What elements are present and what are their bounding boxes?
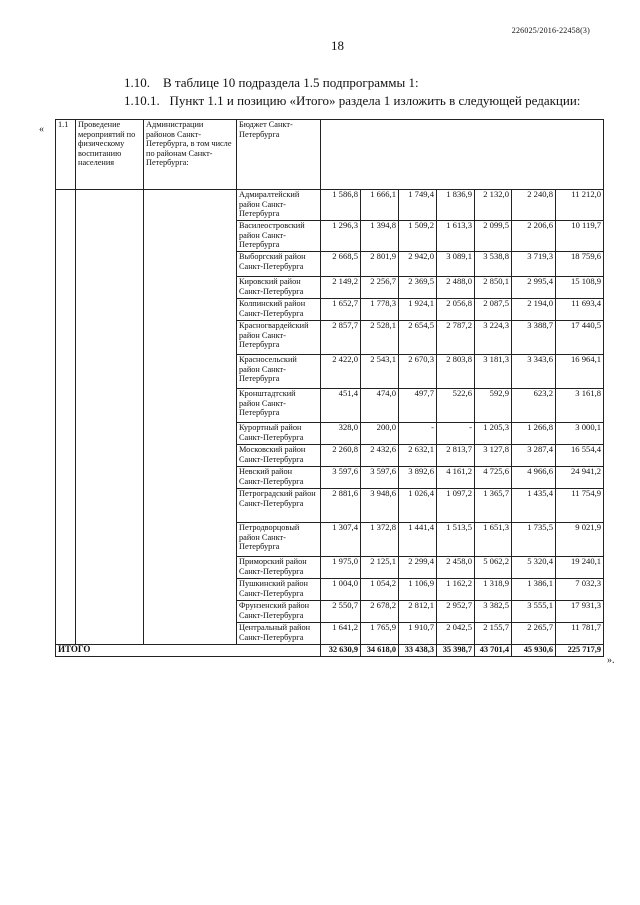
value-cell: 3 287,4 <box>512 445 556 467</box>
value-cell: 11 212,0 <box>556 190 604 221</box>
value-cell: 2 543,1 <box>361 355 399 389</box>
value-cell: 200,0 <box>361 423 399 445</box>
header-row <box>56 120 604 190</box>
total-value: 32 630,9 <box>321 645 361 657</box>
value-cell: 2 432,6 <box>361 445 399 467</box>
value-cell: 11 781,7 <box>556 623 604 645</box>
total-value: 225 717,9 <box>556 645 604 657</box>
value-cell: 592,9 <box>475 389 512 423</box>
value-cell: 2 857,7 <box>321 321 361 355</box>
value-cell: - <box>399 423 437 445</box>
district-name: Приморский район Санкт-Петербурга <box>237 557 321 579</box>
value-cell: 1 509,2 <box>399 221 437 252</box>
value-cell: 2 458,0 <box>437 557 475 579</box>
district-name: Адмиралтейский район Санкт-Петербурга <box>237 190 321 221</box>
value-cell: 3 388,7 <box>512 321 556 355</box>
value-cell: 497,7 <box>399 389 437 423</box>
value-cell: 1 307,4 <box>321 523 361 557</box>
value-cell: 1 106,9 <box>399 579 437 601</box>
value-cell: 1 651,3 <box>475 523 512 557</box>
merged-cell <box>56 190 76 645</box>
value-cell: 2 813,7 <box>437 445 475 467</box>
value-cell: 522,6 <box>437 389 475 423</box>
value-cell: 1 365,7 <box>475 489 512 523</box>
value-cell: 19 240,1 <box>556 557 604 579</box>
value-cell: 1 441,4 <box>399 523 437 557</box>
value-cell: 3 224,3 <box>475 321 512 355</box>
value-cell: 2 850,1 <box>475 277 512 299</box>
total-value: 33 438,3 <box>399 645 437 657</box>
value-cell: 2 812,1 <box>399 601 437 623</box>
value-cell: 2 881,6 <box>321 489 361 523</box>
total-value: 34 618,0 <box>361 645 399 657</box>
value-cell: 1 266,8 <box>512 423 556 445</box>
merged-cell <box>76 190 144 645</box>
value-cell: 2 488,0 <box>437 277 475 299</box>
value-cell: 5 320,4 <box>512 557 556 579</box>
value-cell: 3 343,6 <box>512 355 556 389</box>
value-cell: 2 422,0 <box>321 355 361 389</box>
value-cell: 1 372,8 <box>361 523 399 557</box>
page-number: 18 <box>331 38 344 53</box>
executor-name: Администрации районов Санкт-Петербурга, в том числе по районам Санкт-Петербурга: <box>144 120 237 190</box>
district-name: Невский район Санкт-Петербурга <box>237 467 321 489</box>
value-cell: 1 749,4 <box>399 190 437 221</box>
item-number: 1.1 <box>56 120 76 190</box>
value-cell: 2 299,4 <box>399 557 437 579</box>
value-cell: 1 910,7 <box>399 623 437 645</box>
value-cell: 2 369,5 <box>399 277 437 299</box>
district-name: Кронштадтский район Санкт-Петербурга <box>237 389 321 423</box>
value-cell: - <box>437 423 475 445</box>
value-cell: 2 995,4 <box>512 277 556 299</box>
value-cell: 5 062,2 <box>475 557 512 579</box>
value-cell: 2 668,5 <box>321 252 361 277</box>
value-cell: 1 924,1 <box>399 299 437 321</box>
value-cell: 1 435,4 <box>512 489 556 523</box>
value-cell: 2 056,8 <box>437 299 475 321</box>
value-cell: 2 125,1 <box>361 557 399 579</box>
value-cell: 2 787,2 <box>437 321 475 355</box>
value-cell: 2 260,8 <box>321 445 361 467</box>
value-cell: 16 964,1 <box>556 355 604 389</box>
value-cell: 1 513,5 <box>437 523 475 557</box>
value-cell: 1 054,2 <box>361 579 399 601</box>
value-cell: 1 765,9 <box>361 623 399 645</box>
value-cell: 2 654,5 <box>399 321 437 355</box>
value-cell: 2 678,2 <box>361 601 399 623</box>
value-cell: 2 155,7 <box>475 623 512 645</box>
value-cell: 2 265,7 <box>512 623 556 645</box>
district-name: Пушкинский район Санкт-Петербурга <box>237 579 321 601</box>
activity-name: Проведение мероприятий по физическому воспитанию населения <box>76 120 144 190</box>
value-cell: 11 754,9 <box>556 489 604 523</box>
value-cell: 17 931,3 <box>556 601 604 623</box>
document-id: 226025/2016-22458(3) <box>511 26 590 35</box>
district-name: Колпинский район Санкт-Петербурга <box>237 299 321 321</box>
total-value: 35 398,7 <box>437 645 475 657</box>
total-value: 45 930,6 <box>512 645 556 657</box>
value-cell: 4 725,6 <box>475 467 512 489</box>
value-cell: 2 099,5 <box>475 221 512 252</box>
value-cell: 2 132,0 <box>475 190 512 221</box>
value-cell: 3 089,1 <box>437 252 475 277</box>
empty-values-header <box>321 120 604 190</box>
value-cell: 2 632,1 <box>399 445 437 467</box>
value-cell: 1 652,7 <box>321 299 361 321</box>
value-cell: 4 966,6 <box>512 467 556 489</box>
value-cell: 2 149,2 <box>321 277 361 299</box>
value-cell: 2 194,0 <box>512 299 556 321</box>
total-row <box>56 645 604 657</box>
opening-quote: « <box>39 124 44 135</box>
value-cell: 2 042,5 <box>437 623 475 645</box>
value-cell: 16 554,4 <box>556 445 604 467</box>
district-name: Петроградский район Санкт-Петербурга <box>237 489 321 523</box>
paragraph-1-10-1: 1.10.1. Пункт 1.1 и позицию «Итого» раздела 1 изложить в следующей редакции: <box>124 93 581 108</box>
value-cell: 3 555,1 <box>512 601 556 623</box>
value-cell: 9 021,9 <box>556 523 604 557</box>
budget-source: Бюджет Санкт-Петербурга <box>237 120 321 190</box>
value-cell: 1 205,3 <box>475 423 512 445</box>
district-name: Выборгский район Санкт-Петербурга <box>237 252 321 277</box>
value-cell: 1 666,1 <box>361 190 399 221</box>
value-cell: 1 641,2 <box>321 623 361 645</box>
value-cell: 24 941,2 <box>556 467 604 489</box>
value-cell: 2 528,1 <box>361 321 399 355</box>
value-cell: 2 942,0 <box>399 252 437 277</box>
value-cell: 2 240,8 <box>512 190 556 221</box>
value-cell: 2 801,9 <box>361 252 399 277</box>
district-name: Московский район Санкт-Петербурга <box>237 445 321 467</box>
value-cell: 18 759,6 <box>556 252 604 277</box>
paragraph-1-10: 1.10. В таблице 10 подраздела 1.5 подпрограммы 1: <box>124 75 419 90</box>
value-cell: 1 296,3 <box>321 221 361 252</box>
district-name: Петродворцовый район Санкт-Петербурга <box>237 523 321 557</box>
table-row <box>56 190 604 221</box>
value-cell: 1 586,8 <box>321 190 361 221</box>
value-cell: 2 256,7 <box>361 277 399 299</box>
value-cell: 2 206,6 <box>512 221 556 252</box>
value-cell: 1 318,9 <box>475 579 512 601</box>
district-name: Красносельский район Санкт-Петербурга <box>237 355 321 389</box>
value-cell: 4 161,2 <box>437 467 475 489</box>
value-cell: 17 440,5 <box>556 321 604 355</box>
value-cell: 3 597,6 <box>321 467 361 489</box>
district-name: Фрунзенский район Санкт-Петербурга <box>237 601 321 623</box>
value-cell: 1 613,3 <box>437 221 475 252</box>
value-cell: 2 803,8 <box>437 355 475 389</box>
budget-table <box>55 119 604 657</box>
district-name: Кировский район Санкт-Петербурга <box>237 277 321 299</box>
value-cell: 1 975,0 <box>321 557 361 579</box>
value-cell: 10 119,7 <box>556 221 604 252</box>
district-name: Василеостровский район Санкт-Петербурга <box>237 221 321 252</box>
value-cell: 3 161,8 <box>556 389 604 423</box>
value-cell: 3 127,8 <box>475 445 512 467</box>
value-cell: 328,0 <box>321 423 361 445</box>
value-cell: 1 778,3 <box>361 299 399 321</box>
value-cell: 3 597,6 <box>361 467 399 489</box>
value-cell: 1 162,2 <box>437 579 475 601</box>
total-value: 43 701,4 <box>475 645 512 657</box>
value-cell: 15 108,9 <box>556 277 604 299</box>
value-cell: 1 097,2 <box>437 489 475 523</box>
district-name: Центральный район Санкт-Петербурга <box>237 623 321 645</box>
value-cell: 1 735,5 <box>512 523 556 557</box>
value-cell: 623,2 <box>512 389 556 423</box>
value-cell: 1 004,0 <box>321 579 361 601</box>
value-cell: 2 087,5 <box>475 299 512 321</box>
value-cell: 3 181,3 <box>475 355 512 389</box>
value-cell: 2 670,3 <box>399 355 437 389</box>
value-cell: 451,4 <box>321 389 361 423</box>
value-cell: 3 538,8 <box>475 252 512 277</box>
closing-quote: ». <box>607 655 615 666</box>
value-cell: 2 952,7 <box>437 601 475 623</box>
total-label: ИТОГО <box>56 645 321 657</box>
value-cell: 1 026,4 <box>399 489 437 523</box>
value-cell: 1 386,1 <box>512 579 556 601</box>
value-cell: 3 000,1 <box>556 423 604 445</box>
value-cell: 3 892,6 <box>399 467 437 489</box>
value-cell: 11 693,4 <box>556 299 604 321</box>
merged-cell <box>144 190 237 645</box>
value-cell: 2 550,7 <box>321 601 361 623</box>
value-cell: 7 032,3 <box>556 579 604 601</box>
value-cell: 3 382,5 <box>475 601 512 623</box>
value-cell: 1 394,8 <box>361 221 399 252</box>
value-cell: 474,0 <box>361 389 399 423</box>
value-cell: 3 719,3 <box>512 252 556 277</box>
value-cell: 1 836,9 <box>437 190 475 221</box>
district-name: Курортный район Санкт-Петербурга <box>237 423 321 445</box>
district-name: Красногвардейский район Санкт-Петербурга <box>237 321 321 355</box>
value-cell: 3 948,6 <box>361 489 399 523</box>
